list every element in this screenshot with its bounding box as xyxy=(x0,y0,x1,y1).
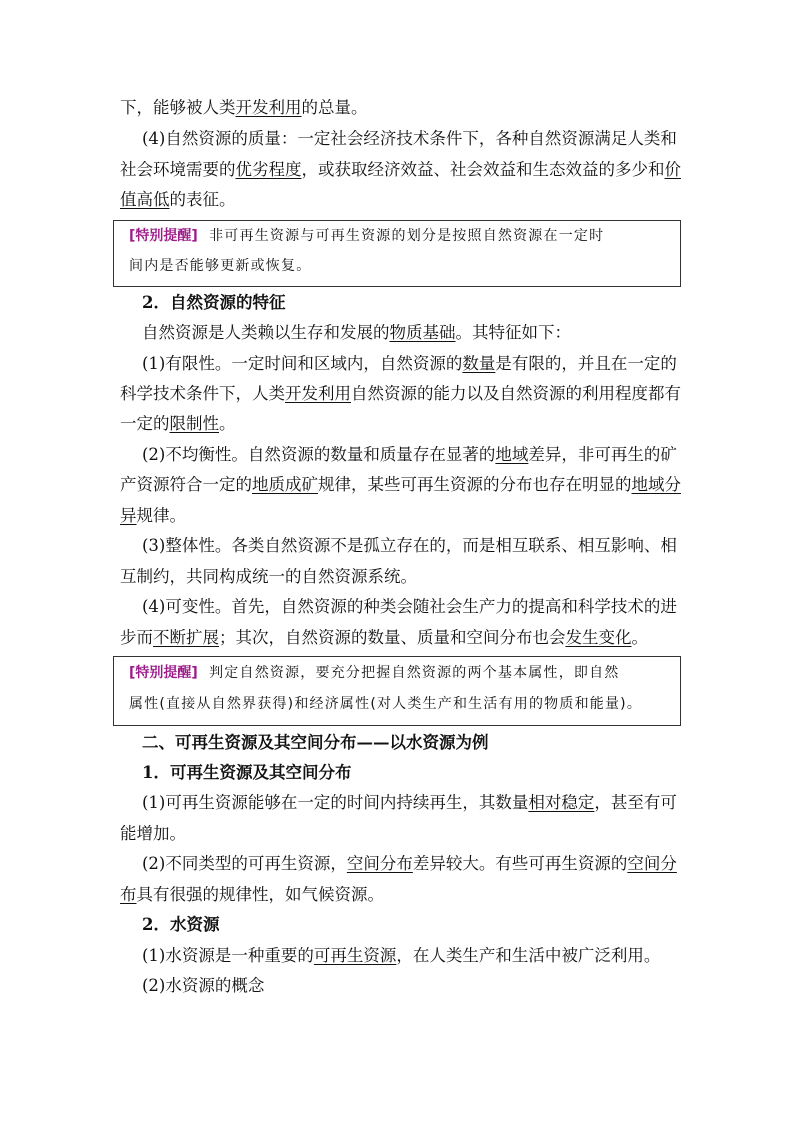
paragraph-line: (4)可变性。首先，自然资源的种类会随社会生产力的提高和科学技术的进 xyxy=(142,597,677,616)
paragraph-line: 步而不断扩展；其次，自然资源的数量、质量和空间分布也会发生变化。 xyxy=(120,628,648,647)
reminder-tag: [特别提醒] xyxy=(129,665,198,681)
paragraph-line: 一定的限制性。 xyxy=(120,414,236,433)
paragraph-line: 科学技术条件下，人类开发利用自然资源的能力以及自然资源的利用程度都有 xyxy=(120,384,681,403)
paragraph-line: 异规律。 xyxy=(120,506,186,525)
paragraph-line: 布具有很强的规律性，如气候资源。 xyxy=(120,885,384,904)
paragraph-line: 社会环境需要的优劣程度，或获取经济效益、社会效益和生态效益的多少和价 xyxy=(120,160,681,179)
reminder-tag: [特别提醒] xyxy=(129,228,198,244)
paragraph-line: (1)可再生资源能够在一定的时间内持续再生，其数量相对稳定，甚至有可 xyxy=(142,793,677,812)
paragraph-line: (3)整体性。各类自然资源不是孤立存在的，而是相互联系、相互影响、相 xyxy=(142,536,677,555)
paragraph-line: (2)不均衡性。自然资源的数量和质量存在显著的地域差异，非可再生的矿 xyxy=(142,445,677,464)
paragraph-line: 自然资源是人类赖以生存和发展的物质基础。其特征如下： xyxy=(142,323,571,342)
paragraph-line: (4)自然资源的质量：一定社会经济技术条件下，各种自然资源满足人类和 xyxy=(142,129,677,148)
paragraph-line: (1)水资源是一种重要的可再生资源，在人类生产和生活中被广泛利用。 xyxy=(142,946,661,965)
special-reminder-box xyxy=(113,656,681,726)
paragraph-line: 互制约，共同构成统一的自然资源系统。 xyxy=(120,567,417,586)
paragraph-line: 下，能够被人类开发利用的总量。 xyxy=(120,98,368,117)
note-line: [特别提醒] 非可再生资源与可再生资源的划分是按照自然资源在一定时 xyxy=(129,228,605,244)
paragraph-line: (1)有限性。一定时间和区域内，自然资源的数量是有限的，并且在一定的 xyxy=(142,354,677,373)
subsection-heading: 2．水资源 xyxy=(142,915,220,934)
paragraph-line: 值高低的表征。 xyxy=(120,190,236,209)
note-line: [特别提醒] 判定自然资源，要充分把握自然资源的两个基本属性，即自然 xyxy=(129,665,620,681)
paragraph-line: 产资源符合一定的地质成矿规律，某些可再生资源的分布也存在明显的地域分 xyxy=(120,475,681,494)
paragraph-line: (2)不同类型的可再生资源，空间分布差异较大。有些可再生资源的空间分 xyxy=(142,854,677,873)
paragraph-line: 能增加。 xyxy=(120,824,186,843)
section-heading: 2．自然资源的特征 xyxy=(142,293,286,312)
section-heading: 二、可再生资源及其空间分布——以水资源为例 xyxy=(142,733,489,752)
subsection-heading: 1．可再生资源及其空间分布 xyxy=(142,763,352,782)
paragraph-line: (2)水资源的概念 xyxy=(142,976,265,995)
special-reminder-box xyxy=(113,220,681,287)
note-line: 间内是否能够更新或恢复。 xyxy=(129,258,312,274)
note-line: 属性(直接从自然界获得)和经济属性(对人类生产和生活有用的物质和能量)。 xyxy=(129,696,643,712)
